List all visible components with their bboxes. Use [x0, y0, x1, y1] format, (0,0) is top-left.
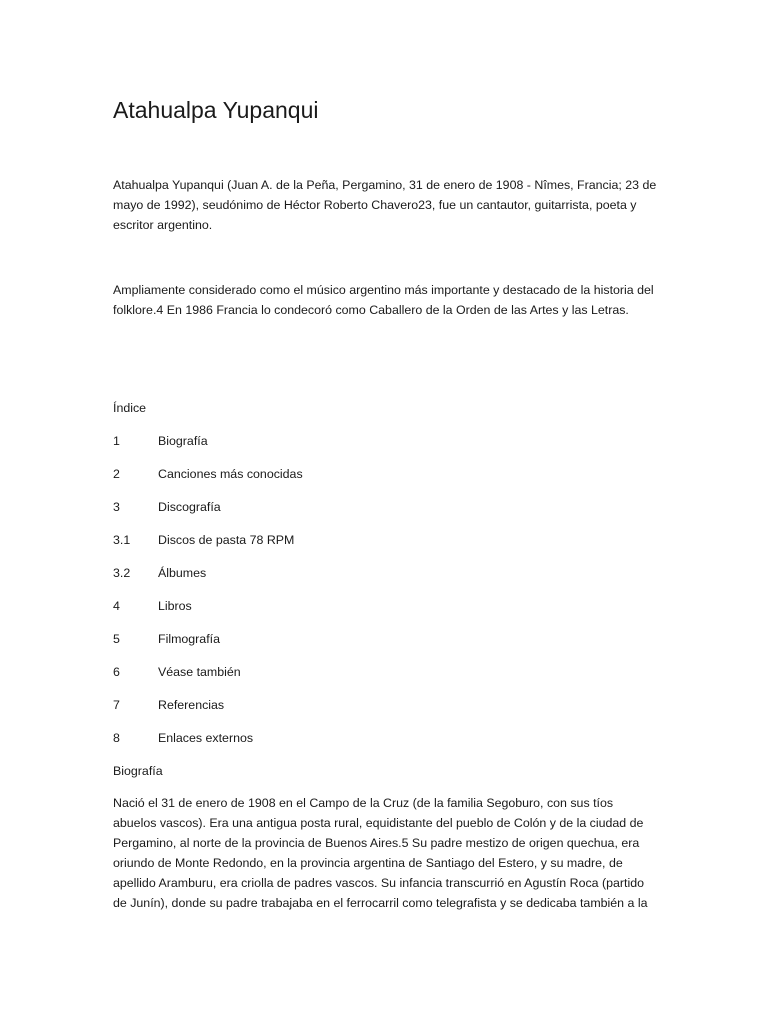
table-of-contents: [113, 431, 303, 761]
toc-item-number: 6: [113, 665, 120, 679]
toc-item-label: Álbumes: [158, 566, 207, 580]
toc-item: [113, 695, 303, 728]
toc-item-label: Enlaces externos: [158, 731, 254, 745]
toc-item-number: 7: [113, 698, 120, 712]
document-title: Atahualpa Yupanqui: [113, 97, 319, 123]
toc-item-label: Biografía: [158, 434, 208, 448]
toc-item-label: Libros: [158, 599, 192, 613]
toc-item-number: 8: [113, 731, 120, 745]
toc-item-number: 2: [113, 467, 120, 481]
second-paragraph: Ampliamente considerado como el músico argentino más importante y destacado de la historia del folklore.4 En 1986 Francia lo condecoró como Caballero de la Orden de las Artes y las Letras.: [113, 283, 654, 317]
section-heading-biografia: Biografía: [113, 764, 163, 778]
toc-item: [113, 728, 303, 761]
intro-paragraph: Atahualpa Yupanqui (Juan A. de la Peña, Pergamino, 31 de enero de 1908 - Nîmes, Francia; 23 de mayo de 1992), seudónimo de Héctor Roberto Chavero23, fue un cantautor, guitarrista, poeta y escritor argentino.: [113, 178, 657, 232]
toc-item: [113, 629, 303, 662]
toc-item-number: 3: [113, 500, 120, 514]
toc-item-number: 3.1: [113, 533, 131, 547]
biography-paragraph: Nació el 31 de enero de 1908 en el Campo de la Cruz (de la familia Segoburo, con sus tíos abuelos vascos). Era una antigua posta rural, equidistante del pueblo de Colón y de la ciudad de Pergamino, al norte de la provincia de Buenos Aires.5 Su padre mestizo de origen quechua, era oriundo de Monte Redondo, en la provincia argentina de Santiago del Estero, y su madre, de apellido Aramburu, era criolla de padres vascos. Su infancia transcurrió en Agustín Roca (partido de Junín), donde su padre trabajaba en el ferrocarril como telegrafista y se dedicaba también a la: [113, 796, 648, 910]
toc-item: [113, 497, 303, 530]
toc-item: [113, 431, 303, 464]
toc-item-label: Discografía: [158, 500, 221, 514]
toc-item-number: 3.2: [113, 566, 131, 580]
toc-item-number: 5: [113, 632, 120, 646]
toc-item-label: Canciones más conocidas: [158, 467, 303, 481]
toc-item-number: 4: [113, 599, 120, 613]
toc-item-label: Véase también: [158, 665, 241, 679]
toc-item: [113, 464, 303, 497]
toc-item: [113, 662, 303, 695]
toc-item: [113, 563, 303, 596]
toc-heading: Índice: [113, 401, 147, 415]
toc-item-number: 1: [113, 434, 120, 448]
toc-item: [113, 530, 303, 563]
toc-item: [113, 596, 303, 629]
toc-item-label: Filmografía: [158, 632, 220, 646]
toc-item-label: Discos de pasta 78 RPM: [158, 533, 295, 547]
toc-item-label: Referencias: [158, 698, 225, 712]
